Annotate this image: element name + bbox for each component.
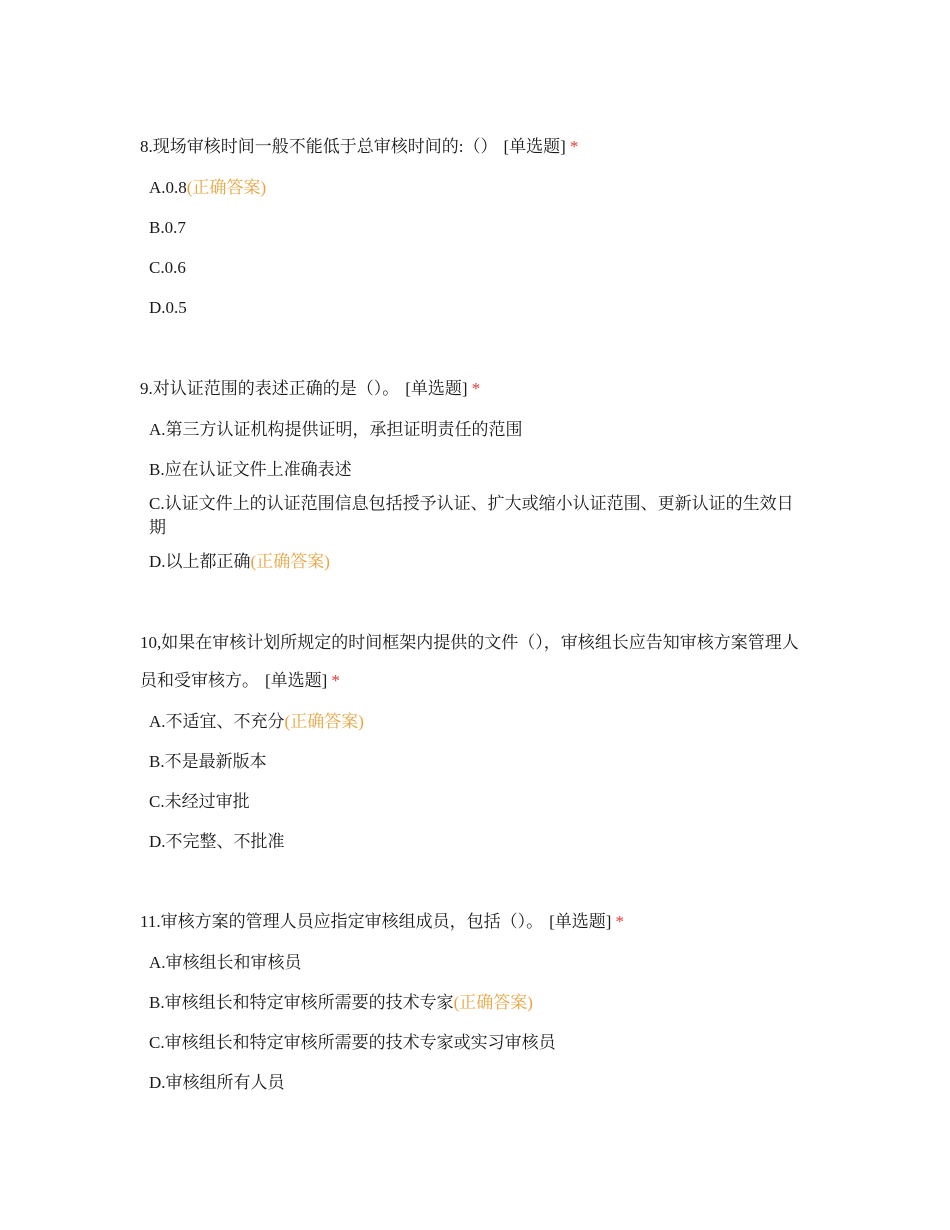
required-mark: *	[471, 379, 481, 398]
option-d	[149, 550, 810, 574]
question-text: 对认证范围的表述正确的是（）。	[152, 379, 400, 398]
required-mark: *	[331, 671, 340, 690]
option-c	[149, 492, 810, 540]
correct-answer-tag: (正确答案)	[453, 993, 533, 1012]
option-label: C.0.6	[149, 258, 186, 277]
option-a	[149, 418, 810, 442]
question-11	[140, 903, 810, 1111]
question-type: [单选题]	[503, 137, 566, 156]
option-label: C.审核组长和特定审核所需要的技术专家或实习审核员	[149, 1033, 556, 1052]
option-label: D.以上都正确	[149, 552, 251, 571]
option-label: A.0.8	[149, 178, 187, 197]
option-list	[140, 951, 810, 1095]
question-text: 现场审核时间一般不能低于总审核时间的:（）	[152, 137, 498, 156]
question-10	[140, 624, 810, 870]
correct-answer-tag: (正确答案)	[186, 178, 267, 197]
option-label: A.第三方认证机构提供证明，承担证明责任的范围	[149, 420, 523, 439]
question-8	[140, 128, 810, 336]
option-d	[149, 296, 810, 320]
option-label: D.审核组所有人员	[149, 1073, 285, 1092]
question-number: 10,	[140, 633, 162, 652]
option-label: A.审核组长和审核员	[149, 953, 302, 972]
correct-answer-tag: (正确答案)	[250, 552, 330, 571]
question-title	[140, 128, 810, 166]
question-type: [单选题]	[265, 671, 328, 690]
option-list	[140, 710, 810, 854]
option-label: B.不是最新版本	[149, 752, 267, 771]
correct-answer-tag: (正确答案)	[284, 712, 364, 731]
option-c	[149, 1031, 810, 1055]
option-label: B.审核组长和特定审核所需要的技术专家	[149, 993, 454, 1012]
question-type: [单选题]	[549, 912, 612, 931]
question-type: [单选题]	[405, 379, 468, 398]
required-mark: *	[569, 137, 579, 156]
option-list	[140, 176, 810, 320]
question-title	[140, 624, 810, 700]
question-9	[140, 370, 810, 590]
option-label: A.不适宜、不充分	[149, 712, 285, 731]
option-c	[149, 256, 810, 280]
question-number: 11.	[140, 912, 161, 931]
option-b	[149, 458, 810, 482]
question-title	[140, 903, 810, 941]
option-a	[149, 710, 810, 734]
option-b	[149, 216, 810, 240]
option-label: B.应在认证文件上准确表述	[149, 460, 352, 479]
option-label: C.未经过审批	[149, 792, 250, 811]
question-title	[140, 370, 810, 408]
question-text: 审核方案的管理人员应指定审核组成员，包括（）。	[160, 912, 544, 931]
question-number: 9.	[140, 379, 153, 398]
option-d	[149, 830, 810, 854]
option-list	[140, 418, 810, 574]
option-label: D.不完整、不批准	[149, 832, 285, 851]
option-a	[149, 176, 810, 200]
option-b	[149, 991, 810, 1015]
option-d	[149, 1071, 810, 1095]
option-c	[149, 790, 810, 814]
question-text: 如果在审核计划所规定的时间框架内提供的文件（），审核组长应告知审核方案管理人员和受审核方。	[140, 633, 799, 690]
option-label: B.0.7	[149, 218, 186, 237]
option-b	[149, 750, 810, 774]
option-label: D.0.5	[149, 298, 187, 317]
option-label: C.认证文件上的认证范围信息包括授予认证、扩大或缩小认证范围、更新认证的生效日期	[149, 494, 794, 537]
required-mark: *	[615, 912, 624, 931]
question-number: 8.	[140, 137, 153, 156]
option-a	[149, 951, 810, 975]
